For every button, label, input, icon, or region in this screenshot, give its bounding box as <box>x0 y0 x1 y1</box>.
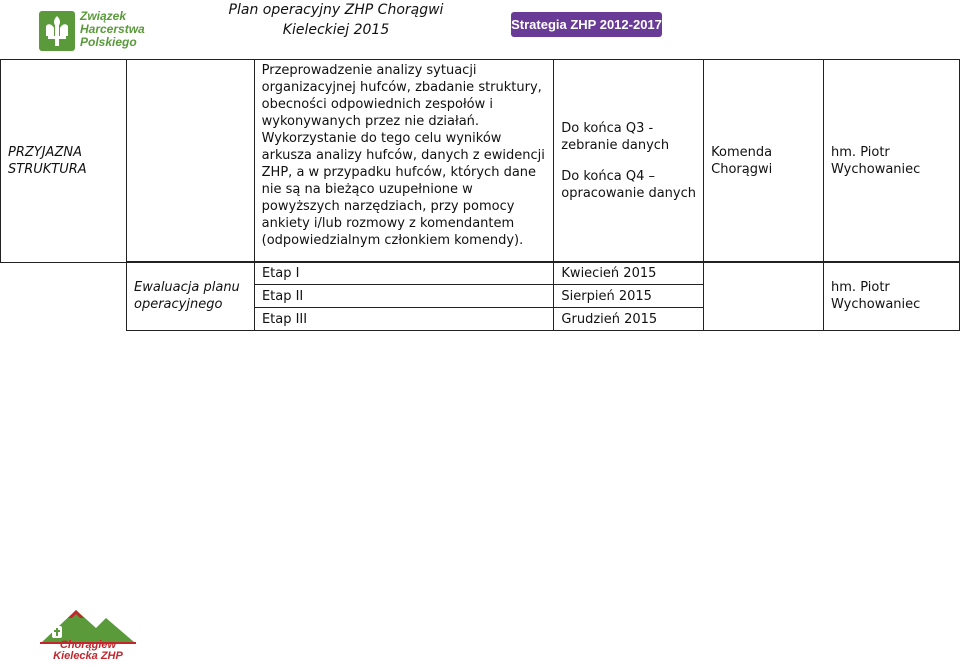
evaluation-table <box>126 261 960 331</box>
evaluation-label: Ewaluacja planu operacyjnego <box>127 262 255 331</box>
stage-date: Grudzień 2015 <box>554 308 704 331</box>
strategy-badge: Strategia ZHP 2012-2017 <box>511 12 662 37</box>
logo-word-2: Harcerstwa <box>80 22 145 36</box>
table-row <box>127 262 960 285</box>
stage-date: Kwiecień 2015 <box>554 262 704 285</box>
table-row <box>1 60 960 263</box>
logo-word-3: Polskiego <box>80 35 137 49</box>
deadline-2: Do końca Q4 – opracowanie danych <box>561 169 697 201</box>
footer-logo-text: Chorągiew Kielecka ZHP <box>53 639 123 662</box>
stage-date: Sierpień 2015 <box>554 285 704 308</box>
zhp-logo <box>38 8 158 54</box>
empty-cell <box>704 262 824 331</box>
evaluation-responsible: hm. Piotr Wychowaniec <box>824 262 960 331</box>
deadline-1: Do końca Q3 - zebranie danych <box>561 121 670 153</box>
stage-name: Etap I <box>254 262 553 285</box>
choragiew-logo <box>40 604 136 664</box>
responsible-cell: hm. Piotr Wychowaniec <box>824 60 960 263</box>
empty-cell <box>126 60 254 263</box>
stage-name: Etap II <box>254 285 553 308</box>
area-cell: PRZYJAZNA STRUKTURA <box>1 60 127 263</box>
stage-name: Etap III <box>254 308 553 331</box>
deadline-cell <box>554 60 704 263</box>
plan-table <box>0 59 960 263</box>
executor-cell: Komenda Chorągwi <box>704 60 824 263</box>
description-cell: Przeprowadzenie analizy sytuacji organizacyjnej hufców, zbadanie struktury, obecności odpowiednich zespołów i wykonywanych przez nie działań. Wykorzystanie do tego celu wyników arkusza analizy hufców, danych z ewidencji ZHP, a w przypadku hufców, których dane nie są na bieżąco uzupełnione w powyższych narzędziach, przy pomocy ankiety i/lub rozmowy z komendantem (odpowiedzialnym członkiem komendy). <box>254 60 554 263</box>
logo-word-1: Związek <box>80 9 127 23</box>
mountains-icon <box>40 604 136 644</box>
lily-cross-icon <box>38 10 76 52</box>
document-title: Plan operacyjny ZHP Chorągwi Kieleckiej 2015 <box>228 2 444 38</box>
